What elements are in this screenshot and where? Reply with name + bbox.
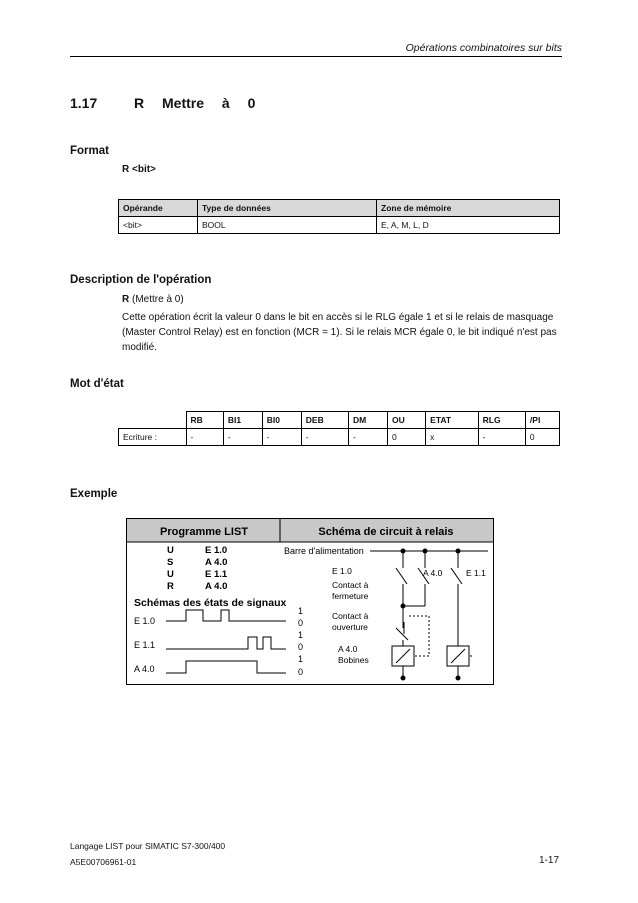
list-operand: A 4.0 [205, 581, 228, 592]
format-table [118, 199, 560, 234]
format-cell-memory: E, A, M, L, D [377, 217, 560, 234]
status-value: - [301, 429, 348, 446]
level-label: 0 [298, 618, 304, 628]
status-word-table [118, 411, 560, 446]
example-figure [126, 518, 494, 686]
status-col: BI0 [262, 412, 301, 429]
example-heading: Exemple [70, 488, 118, 500]
status-col: DM [349, 412, 388, 429]
format-col-memory: Zone de mémoire [377, 200, 560, 217]
label-contact-e11: E 1.1 [466, 568, 486, 578]
list-program-title: Programme LIST [159, 526, 249, 538]
format-cell-operand: <bit> [119, 217, 198, 234]
label-contact-a40: A 4.0 [423, 568, 443, 578]
format-table-header [119, 200, 560, 217]
signal-label-e11: E 1.1 [134, 640, 156, 650]
junction-dot [456, 549, 461, 554]
signal-label-e10: E 1.0 [134, 616, 156, 626]
description-op-name: (Mettre à 0) [129, 294, 184, 305]
status-word-heading: Mot d'état [70, 378, 124, 390]
table-row [119, 217, 560, 234]
label-contact-e10: E 1.0 [332, 566, 352, 576]
header-rule [70, 56, 562, 57]
list-program [167, 545, 228, 592]
format-col-operand: Opérande [119, 200, 198, 217]
list-op: U [167, 569, 174, 580]
signal-waveforms [166, 610, 286, 673]
status-row-label: Ecriture : [119, 429, 187, 446]
list-op: R [167, 581, 174, 592]
label-nc-contact: Contact à [332, 611, 369, 621]
footer-doc-number: A5E00706961-01 [70, 857, 137, 867]
label-coils: Bobines [338, 655, 369, 665]
footer-manual-title: Langage LIST pour SIMATIC S7-300/400 [70, 841, 226, 851]
description-text: Cette opération écrit la valeur 0 dans le bit en accès si le RLG égale 1 et si le relais de masquage (Master Control Relay) est en fonction (MCR = 1). Si le relais MCR égale 0, le bit indiqué n'est pas modifié. [122, 312, 557, 353]
junction-dot [401, 604, 406, 609]
status-col: /PI [525, 412, 559, 429]
list-operand: E 1.0 [205, 545, 228, 556]
status-col: RB [186, 412, 223, 429]
status-value: - [223, 429, 262, 446]
level-label: 1 [298, 606, 304, 616]
junction-dot [456, 676, 461, 681]
description-operation [122, 294, 184, 305]
waveform-e10 [166, 610, 286, 621]
label-nc-contact: ouverture [332, 622, 368, 632]
junction-dot [423, 549, 428, 554]
section-number: 1.17 [70, 95, 98, 111]
coil-left-slash [396, 649, 410, 663]
status-value: 0 [525, 429, 559, 446]
status-col: ETAT [426, 412, 478, 429]
signal-label-a40: A 4.0 [134, 664, 155, 674]
status-value: x [426, 429, 478, 446]
format-heading: Format [70, 145, 109, 157]
format-syntax: R <bit> [122, 164, 156, 175]
level-label: 0 [298, 642, 304, 652]
table-row [119, 429, 560, 446]
status-col: DEB [301, 412, 348, 429]
label-no-contact: fermeture [332, 591, 369, 601]
coil-right-slash [451, 649, 465, 663]
status-value: 0 [388, 429, 426, 446]
label-no-contact: Contact à [332, 580, 369, 590]
waveform-e11 [166, 637, 286, 649]
list-operand: A 4.0 [205, 557, 228, 568]
waveform-a40 [166, 661, 286, 673]
label-coils: A 4.0 [338, 644, 358, 654]
level-label: 0 [298, 667, 304, 677]
format-cell-datatype: BOOL [198, 217, 377, 234]
level-label: 1 [298, 630, 304, 640]
status-value: - [262, 429, 301, 446]
junction-dot [401, 549, 406, 554]
power-rail-label: Barre d'alimentation [284, 546, 364, 556]
signal-levels [298, 606, 303, 677]
list-operand: E 1.1 [205, 569, 228, 580]
status-col: BI1 [223, 412, 262, 429]
signals-title: Schémas des états de signaux [134, 597, 287, 609]
nc-contact-e11 [396, 628, 408, 640]
description-op-symbol: R [122, 294, 130, 305]
running-header: Opérations combinatoires sur bits [405, 42, 562, 54]
status-col: OU [388, 412, 426, 429]
list-op: S [167, 557, 174, 568]
format-col-datatype: Type de données [198, 200, 377, 217]
junction-dot [401, 676, 406, 681]
status-value: - [349, 429, 388, 446]
list-op: U [167, 545, 174, 556]
page-number: 1-17 [538, 855, 559, 866]
status-word-corner [119, 412, 187, 429]
section-title: R Mettre à 0 [134, 95, 256, 111]
status-value: - [478, 429, 525, 446]
description-heading: Description de l'opération [70, 274, 212, 286]
no-contact-e10 [396, 568, 407, 584]
status-value: - [186, 429, 223, 446]
no-contact-e11 [451, 568, 462, 584]
status-col: RLG [478, 412, 525, 429]
relay-schema-title: Schéma de circuit à relais [318, 526, 454, 538]
status-word-header-row [119, 412, 560, 429]
level-label: 1 [298, 654, 304, 664]
